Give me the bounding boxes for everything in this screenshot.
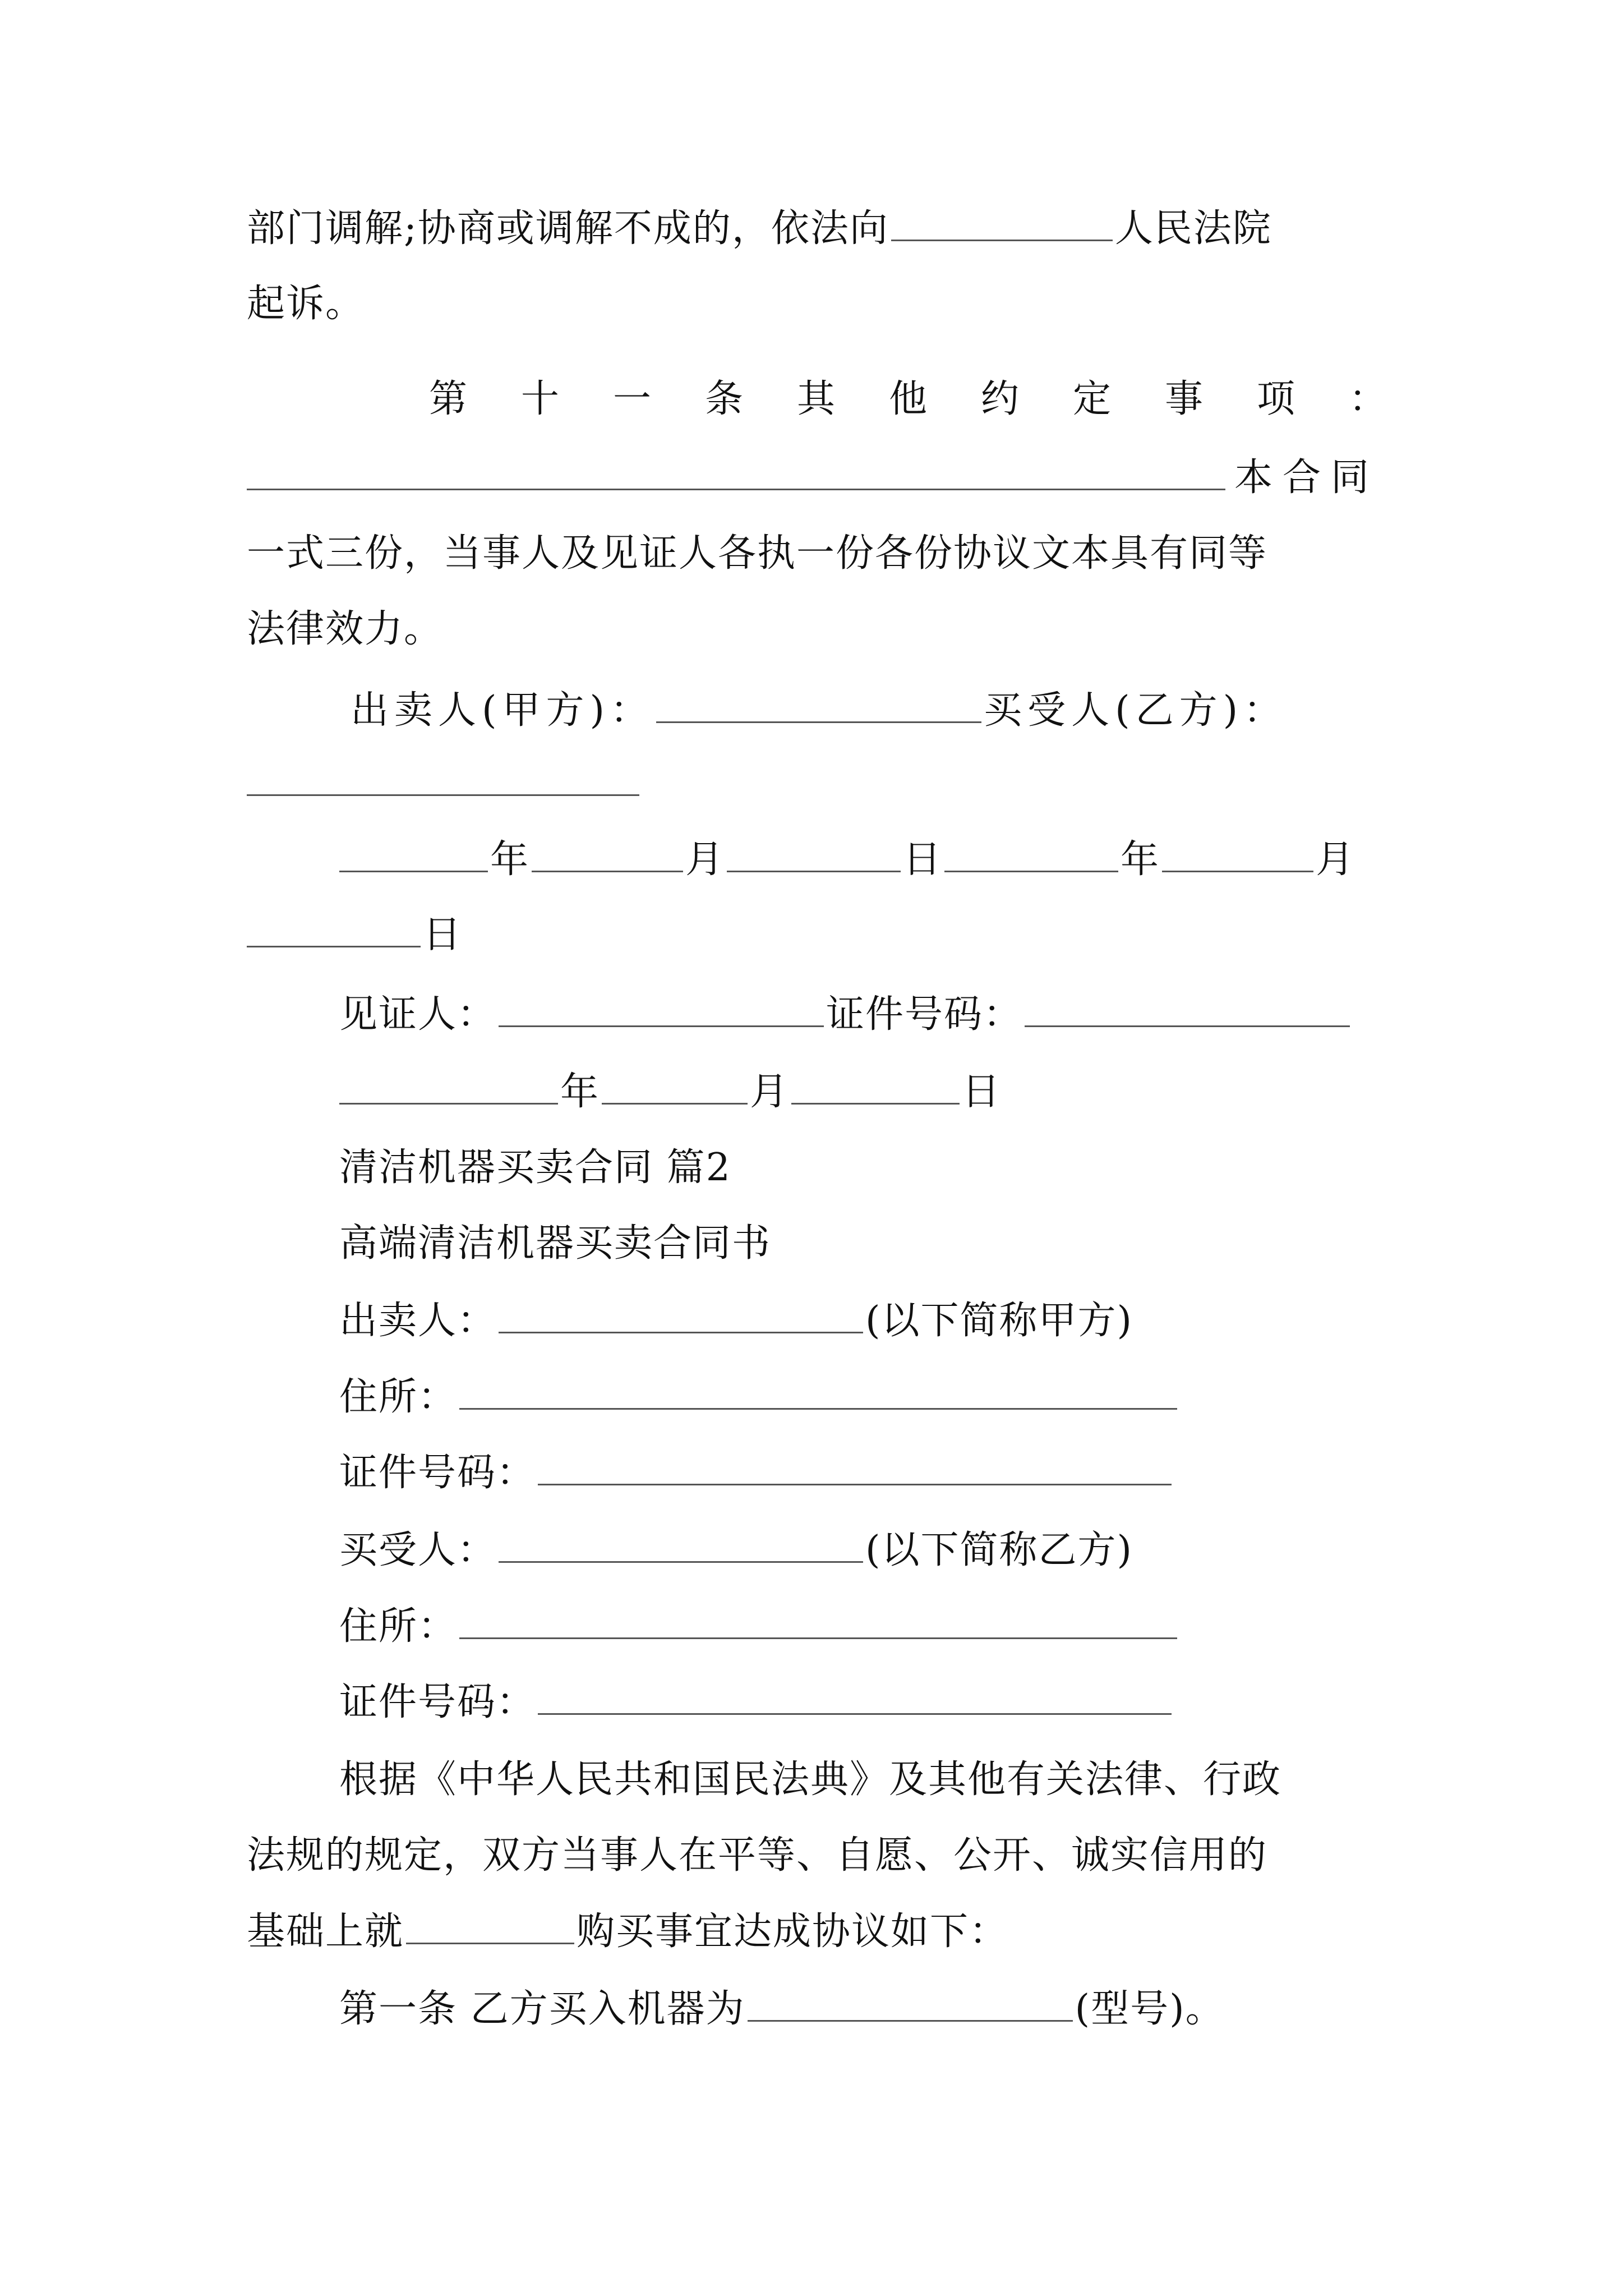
copy-count-line	[247, 528, 1388, 579]
party-b-label: 买受人：	[339, 1528, 497, 1572]
basis-text-four: 购买事宜达成协议如下：	[577, 1910, 1009, 1954]
mediation-clause-line	[247, 204, 1388, 254]
article-one-text: 第一条 乙方买入机器为	[339, 1987, 745, 2031]
party-a-label: 出卖人：	[339, 1299, 497, 1343]
machine-model-blank	[748, 1989, 1073, 2022]
buyer-month-blank	[1162, 839, 1313, 872]
witness-id-label: 证件号码：	[826, 992, 1023, 1037]
article-eleven-heading	[429, 374, 1441, 425]
witness-month-label: 月	[750, 1070, 790, 1114]
witness-line	[339, 990, 1388, 1040]
witness-name-blank	[499, 994, 824, 1027]
party-b-address-line	[339, 1602, 1388, 1652]
purchase-item-blank	[406, 1911, 574, 1944]
party-a-id-blank	[538, 1452, 1172, 1485]
legal-effect-text: 法律效力。	[247, 607, 444, 651]
seller-year-blank	[339, 839, 488, 872]
party-b-id-line	[339, 1677, 1388, 1728]
basis-line-three	[247, 1907, 1388, 1957]
article-eleven-text: 第十一条其他约定事项：	[429, 377, 1441, 421]
lawsuit-line	[247, 279, 1388, 329]
buyer-signature-line	[247, 758, 1388, 809]
buyer-signature-label: 买受人(乙方)：	[984, 688, 1288, 733]
contract-title-line	[339, 1218, 1388, 1269]
buyer-year-blank	[944, 839, 1118, 872]
section-title-line	[339, 1143, 1388, 1193]
article-one-line	[339, 1984, 1388, 2035]
party-a-address-label: 住所：	[339, 1375, 458, 1419]
basis-line-two	[247, 1830, 1388, 1881]
copy-count-text: 一式三份，当事人及见证人各执一份各份协议文本具有同等	[247, 531, 1268, 576]
seller-month-blank	[532, 839, 683, 872]
party-b-id-label: 证件号码：	[339, 1680, 536, 1724]
seller-signature-label: 出卖人(甲方)：	[351, 688, 654, 733]
buyer-month-label: 月	[1316, 838, 1355, 882]
seller-year-label: 年	[490, 838, 530, 882]
buyer-day-line	[247, 910, 1388, 960]
buyer-year-label: 年	[1121, 838, 1160, 882]
party-b-name-blank	[499, 1530, 863, 1563]
signatures-line	[351, 685, 1388, 736]
witness-year-label: 年	[560, 1070, 600, 1114]
witness-year-blank	[339, 1071, 558, 1105]
article-one-suffix: (型号)。	[1075, 1987, 1225, 2031]
basis-text-one: 根据《中华人民共和国民法典》及其他有关法律、行政	[339, 1757, 1282, 1802]
buyer-signature-blank	[247, 763, 639, 796]
mediation-text: 部门调解;协商或调解不成的，依法向	[247, 206, 889, 251]
seller-signature-blank	[656, 690, 981, 723]
court-blank	[891, 208, 1113, 241]
buyer-day-label: 日	[423, 913, 463, 957]
party-a-address-line	[339, 1372, 1388, 1423]
party-b-address-blank	[459, 1606, 1177, 1639]
section-title: 清洁机器买卖合同 篇2	[339, 1145, 731, 1190]
witness-label: 见证人：	[339, 992, 497, 1037]
seller-month-label: 月	[685, 838, 725, 882]
party-a-address-blank	[459, 1377, 1177, 1410]
witness-month-blank	[602, 1071, 748, 1105]
party-a-line	[339, 1296, 1388, 1346]
seller-day-label: 日	[903, 838, 943, 882]
buyer-day-blank	[247, 914, 421, 947]
witness-id-blank	[1025, 994, 1350, 1027]
party-b-address-label: 住所：	[339, 1604, 458, 1649]
contract-copy-text: 本合同	[1234, 455, 1380, 500]
basis-text-two: 法规的规定，双方当事人在平等、自愿、公开、诚实信用的	[247, 1833, 1268, 1878]
party-b-line	[339, 1525, 1388, 1576]
party-a-name-blank	[499, 1300, 863, 1333]
dates-line	[339, 835, 1388, 885]
basis-line-one	[339, 1755, 1388, 1805]
lawsuit-text: 起诉。	[247, 282, 365, 326]
seller-day-blank	[727, 839, 901, 872]
party-a-id-line	[339, 1448, 1388, 1498]
basis-text-three: 基础上就	[247, 1910, 404, 1954]
witness-date-line	[339, 1067, 1388, 1117]
other-terms-line	[247, 453, 1388, 503]
witness-day-blank	[791, 1071, 960, 1105]
court-suffix: 人民法院	[1114, 206, 1272, 251]
contract-title: 高端清洁机器买卖合同书	[339, 1221, 772, 1266]
party-b-suffix: (以下简称乙方)	[865, 1528, 1133, 1572]
party-a-suffix: (以下简称甲方)	[865, 1299, 1133, 1343]
other-terms-blank	[247, 457, 1225, 490]
legal-effect-line	[247, 604, 1388, 655]
party-b-id-blank	[538, 1682, 1172, 1715]
party-a-id-label: 证件号码：	[339, 1451, 536, 1495]
witness-day-label: 日	[962, 1070, 1002, 1114]
